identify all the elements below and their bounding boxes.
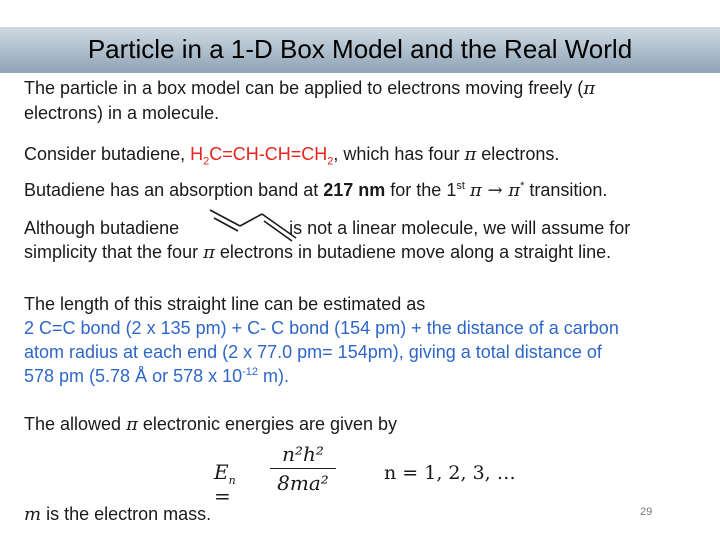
paragraph-absorption: Butadiene has an absorption band at 217 nm for the 1st π → π* transition. [24, 180, 608, 201]
mass-symbol: m [24, 504, 42, 525]
bond-1-double [214, 218, 238, 231]
butadiene-formula: $H_2C=CH-CH=CH_2$ [190, 144, 334, 168]
paragraph-intro [24, 76, 700, 125]
fraction-numerator: n²h² [270, 442, 336, 469]
paragraph-butadiene: Consider butadiene, $H_2C=CH-CH=CH_2$, which has four π electrons. [24, 144, 560, 168]
transition-symbol: π → π [469, 180, 521, 201]
slide-title: Particle in a 1-D Box Model and the Real World [87, 34, 633, 64]
paragraph-linear: Although butadiene is not a linear molecule, we will assume for simplicity that the four π electrons in butadiene move along a straight line. [24, 218, 631, 263]
paragraph-mass [24, 502, 700, 527]
absorption-text: Butadiene has an absorption band at [24, 180, 324, 200]
page-number: 29 [640, 506, 653, 518]
length-intro: The length of this straight line can be estimated as [24, 294, 426, 314]
linear-text-b: is not a linear molecule, we will assume for [289, 218, 631, 238]
intro-text: The particle in a box model can be applied to electrons moving freely ( [24, 78, 584, 98]
pi-symbol: π [583, 78, 596, 99]
mass-text: is the electron mass. [41, 504, 212, 524]
fraction-denominator: 8ma² [277, 471, 329, 495]
energies-text: The allowed [24, 414, 127, 434]
wavelength: 217 nm [323, 180, 386, 200]
butadiene-text: Consider butadiene, [24, 144, 191, 164]
length-calculation: 2 C=C bond (2 x 135 pm) + C- C bond (154 pm) + the distance of a carbon atom radius at each end (2 x 77.0 pm= 154pm), giving a total distance of 578 pm (5.78 Å or 578 x $10^{-12}$ m). [24, 318, 619, 386]
paragraph-length [24, 292, 700, 388]
pi-symbol: π [126, 414, 138, 435]
intro-text-2: electrons) in a molecule. [24, 103, 220, 123]
paragraph-energies: The allowed π electronic energies are given by [24, 414, 398, 435]
bond-3 [262, 214, 296, 238]
pi-symbol: π [464, 144, 477, 165]
energy-fraction [270, 442, 336, 495]
pi-symbol: π [203, 242, 215, 263]
energy-lhs: $E_n$ = [214, 460, 236, 508]
title-bar [0, 27, 720, 73]
bond-3-double [264, 221, 292, 241]
bond-2 [240, 214, 262, 226]
linear-text-a: Although butadiene [24, 218, 180, 238]
quantum-number-range: n = 1, 2, 3, … [384, 462, 516, 484]
butadiene-skeletal-structure [206, 206, 306, 246]
